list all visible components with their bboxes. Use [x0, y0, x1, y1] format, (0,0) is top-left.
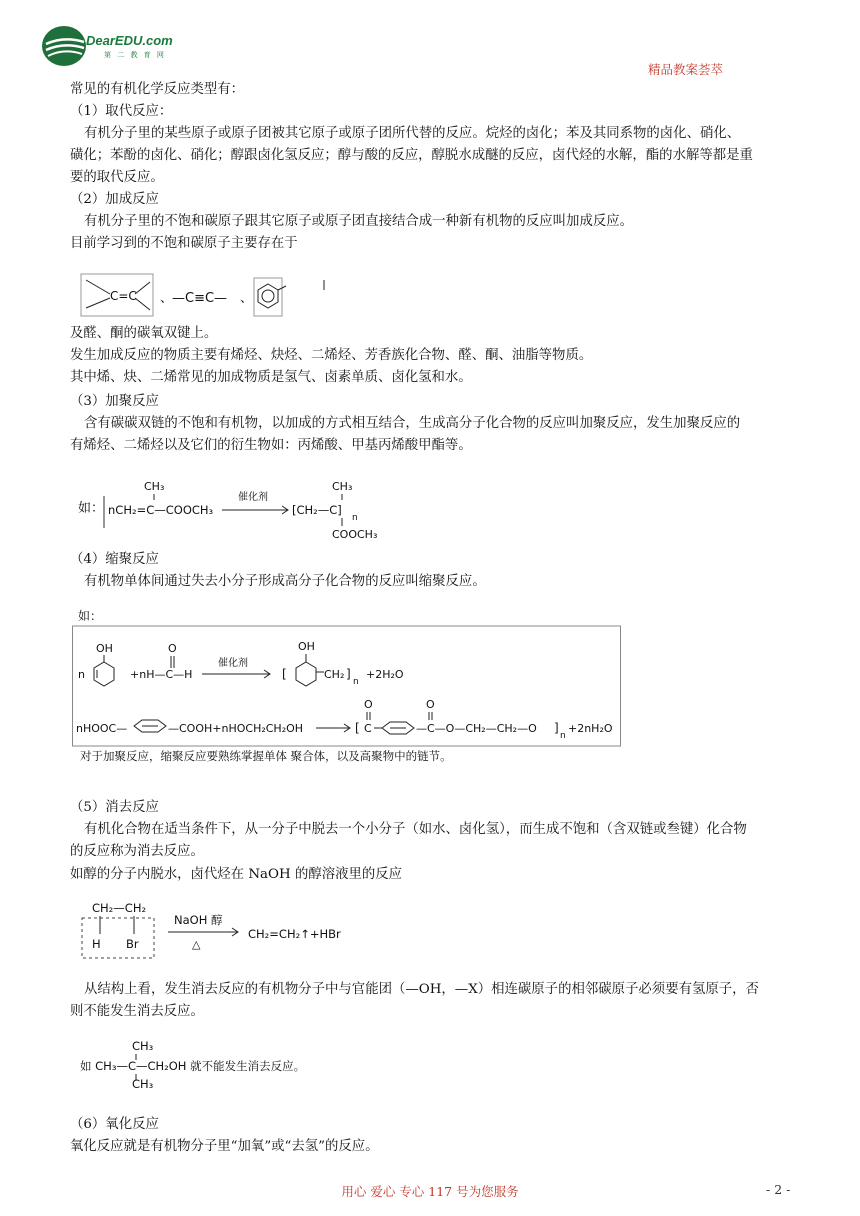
section-2-text-c: 及醛、酮的碳氧双键上。	[70, 326, 218, 341]
svg-text:C: C	[364, 722, 372, 735]
svg-text:OH: OH	[96, 642, 113, 655]
svg-text:CH₃: CH₃	[132, 1077, 154, 1091]
svg-text:+2H₂O: +2H₂O	[366, 668, 404, 681]
section-3-text-b: 有烯烃、二烯烃以及它们的衍生物如：丙烯酸、甲基丙烯酸甲酯等。	[70, 438, 472, 453]
intro-text: 常见的有机化学反应类型有：	[70, 82, 245, 97]
section-3-text-a: 含有碳碳双链的不饱和有机物，以加成的方式相互结合，生成高分子化合物的反应叫加聚反应，发生加聚反应的	[84, 416, 741, 431]
page-number: - 2 -	[766, 1182, 791, 1197]
footer-slogan: 用心 爱心 专心 117 号为您服务	[341, 1184, 519, 1199]
figure-caption: 对于加聚反应，缩聚反应要熟练掌握单体 聚合体，以及高聚物中的链节。	[80, 749, 452, 763]
reactant-methyl: CH₃	[144, 480, 165, 493]
svg-text:Br: Br	[126, 937, 139, 951]
logo-text: DearEDU.com	[86, 33, 173, 48]
section-5-text-a: 有机化合物在适当条件下，从一分子中脱去一个小分子（如水、卤化氢），而生成不饱和（含双链或叁键）化合物	[84, 822, 747, 837]
addition-polymerization-figure	[76, 470, 416, 546]
svg-text:—C—O—CH₂—CH₂—O: —C—O—CH₂—CH₂—O	[416, 722, 537, 735]
svg-text:CH₂=CH₂↑+HBr: CH₂=CH₂↑+HBr	[248, 927, 341, 941]
svg-text:+nH—C—H: +nH—C—H	[130, 668, 193, 681]
section-5-text-e: 则不能发生消去反应。	[70, 1004, 204, 1019]
reactant-formula: nCH₂=C—COOCH₃	[108, 503, 214, 517]
svg-text:O: O	[426, 698, 435, 711]
separator-1: 、	[160, 291, 174, 306]
heat-icon: △	[192, 938, 201, 951]
logo-subtitle: 第 二 教 育 网	[104, 51, 166, 59]
svg-text:]: ]	[554, 721, 559, 735]
unsaturated-structures-figure	[80, 268, 340, 322]
elimination-figure	[78, 896, 368, 962]
product-ester: COOCH₃	[332, 528, 378, 541]
section-2-text-e: 其中烯、炔、二烯常见的加成物质是氢气、卤素单质、卤化氢和水。	[70, 370, 472, 385]
svg-text:O: O	[364, 698, 373, 711]
svg-text:n: n	[78, 668, 85, 681]
section-1-text-a: 有机分子里的某些原子或原子团被其它原子或原子团所代替的反应。烷烃的卤化；苯及其同系物的卤化、硝化、	[84, 126, 741, 141]
section-6-title: （6）氧化反应	[70, 1117, 159, 1132]
svg-text:CH₂: CH₂	[324, 668, 345, 681]
section-5-text-c: 如醇的分子内脱水，卤代烃在 NaOH 的醇溶液里的反应	[70, 867, 403, 882]
svg-text:催化剂: 催化剂	[218, 658, 248, 669]
no-elimination-example-figure	[78, 1036, 368, 1094]
section-6-text-a: 氧化反应就是有机物分子里“加氧”或“去氢”的反应。	[70, 1139, 379, 1154]
section-5-title: （5）消去反应	[70, 800, 159, 815]
svg-text:[: [	[282, 667, 287, 681]
svg-text:O: O	[168, 642, 177, 655]
svg-text:+2nH₂O: +2nH₂O	[568, 722, 613, 735]
section-2-title: （2）加成反应	[70, 192, 159, 207]
separator-2: 、	[240, 291, 254, 306]
svg-text:nHOOC—: nHOOC—	[76, 722, 128, 735]
figure-lead: 如：	[78, 501, 105, 516]
section-4-title: （4）缩聚反应	[70, 552, 159, 567]
section-1-text-b: 磺化；苯酚的卤化、硝化；醇跟卤化氢反应；醇与酸的反应，醇脱水成醚的反应，卤代烃的水解，酯的水解等都是重	[70, 148, 753, 163]
section-1-text-c: 要的取代反应。	[70, 170, 164, 185]
section-2-text-b: 目前学习到的不饱和碳原子主要存在于	[70, 236, 298, 251]
triple-bond-label: —C≡C—	[172, 291, 228, 306]
section-4-text-a: 有机物单体间通过失去小分子形成高分子化合物的反应叫缩聚反应。	[84, 574, 486, 589]
product-methyl: CH₃	[332, 480, 353, 493]
section-3-title: （3）加聚反应	[70, 394, 159, 409]
svg-text:—COOH+nHOCH₂CH₂OH: —COOH+nHOCH₂CH₂OH	[168, 722, 304, 735]
section-5-text-d: 从结构上看，发生消去反应的有机物分子中与官能团（—OH，—X）相连碳原子的相邻碳原子必须要有氢原子，否	[84, 982, 759, 997]
section-2-text-d: 发生加成反应的物质主要有烯烃、炔烃、二烯烃、芳香族化合物、醛、酮、油脂等物质。	[70, 348, 593, 363]
condensation-polymerization-figure	[72, 606, 624, 768]
figure-lead: 如：	[78, 609, 103, 623]
product-formula: [CH₂—C]	[292, 503, 342, 517]
benzene-icon	[258, 284, 278, 308]
svg-text:[: [	[355, 721, 360, 735]
svg-text:]: ]	[346, 667, 351, 681]
svg-text:CH₃: CH₃	[132, 1039, 154, 1053]
svg-text:H: H	[92, 937, 101, 951]
svg-text:CH₂—CH₂: CH₂—CH₂	[92, 901, 147, 915]
svg-text:n: n	[560, 731, 566, 741]
svg-text:如 CH₃—C—CH₂OH 就不能发生消去反应。: 如 CH₃—C—CH₂OH 就不能发生消去反应。	[80, 1059, 306, 1073]
catalyst-label: 催化剂	[238, 492, 268, 503]
svg-text:OH: OH	[298, 640, 315, 653]
svg-text:NaOH 醇: NaOH 醇	[174, 913, 223, 927]
product-n: n	[352, 513, 358, 523]
phenol-ring-icon	[296, 662, 316, 686]
section-2-text-a: 有机分子里的不饱和碳原子跟其它原子或原子团直接结合成一种新有机物的反应叫加成反应。	[84, 214, 634, 229]
section-1-title: （1）取代反应：	[70, 104, 173, 119]
header-label: 精品教案荟萃	[648, 62, 724, 77]
section-5-text-b: 的反应称为消去反应。	[70, 844, 204, 859]
svg-text:n: n	[353, 677, 359, 687]
svg-text:C=C: C=C	[110, 289, 137, 303]
